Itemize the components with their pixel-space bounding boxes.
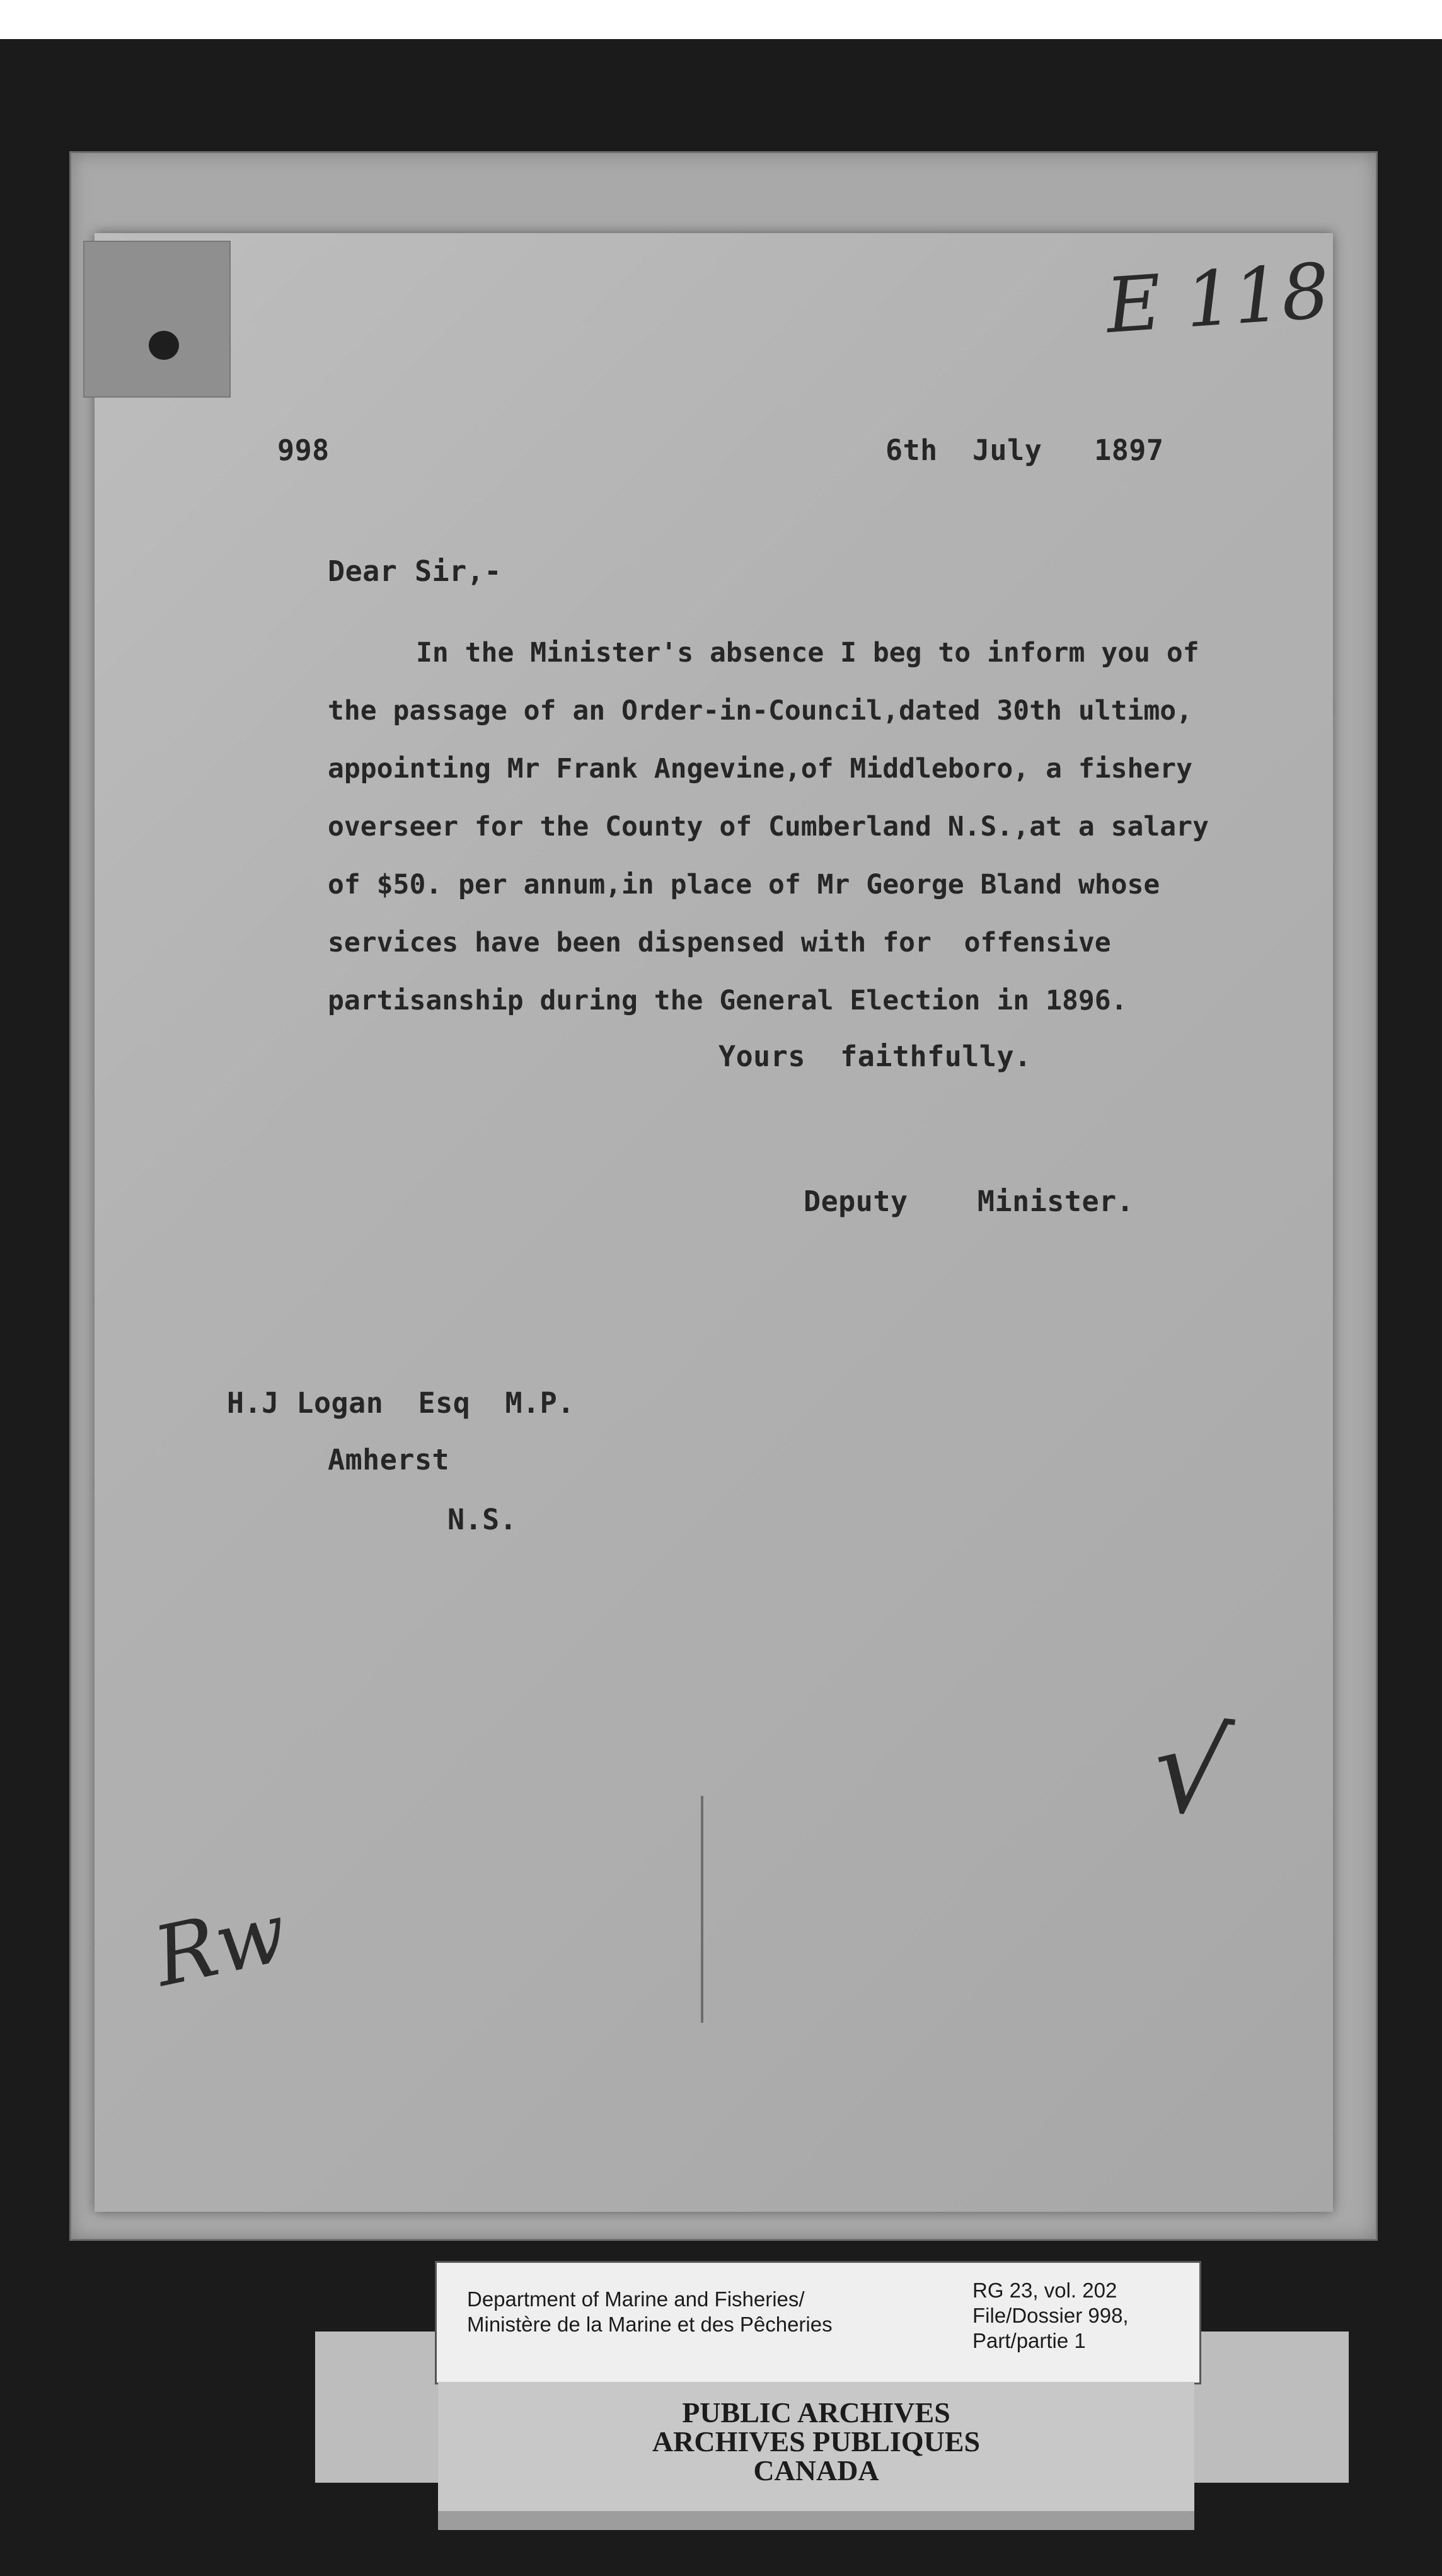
letter-body: [328, 624, 1260, 1030]
body-line: In the Minister's absence I beg to inform you of: [416, 637, 1199, 669]
letter-date: 6th July 1897: [885, 434, 1164, 467]
fold-line: [701, 1796, 703, 2023]
reference-numbers: [972, 2278, 1129, 2354]
archive-stamp: [438, 2398, 1194, 2485]
recipient-city: Amherst: [328, 1443, 450, 1476]
reference-line: Part/partie 1: [972, 2329, 1086, 2352]
archive-reference-card: [435, 2261, 1201, 2384]
salutation: Dear Sir,-: [328, 555, 502, 588]
check-mark: √: [1146, 1698, 1237, 1844]
handwritten-initials: Rw: [146, 1883, 295, 2006]
body-line: appointing Mr Frank Angevine,of Middleboro, a fishery: [328, 753, 1193, 785]
stamp-line: ARCHIVES PUBLIQUES: [652, 2425, 981, 2458]
signature-title: Deputy Minister.: [804, 1185, 1134, 1218]
body-line: partisanship during the General Election in 1896.: [328, 985, 1128, 1016]
body-line: of $50. per annum,in place of Mr George Bland whose: [328, 869, 1160, 900]
archive-stamp-strip: [438, 2382, 1194, 2511]
reference-line: File/Dossier 998,: [972, 2304, 1129, 2327]
corner-annotation: E 118: [1103, 247, 1333, 351]
paper-tab: [83, 241, 231, 398]
recipient-name: H.J Logan Esq M.P.: [227, 1386, 575, 1420]
recipient-province: N.S.: [447, 1503, 517, 1536]
stamp-line: CANADA: [753, 2454, 879, 2487]
body-line: the passage of an Order-in-Council,dated 30th ultimo,: [328, 695, 1193, 727]
closing: Yours faithfully.: [718, 1040, 1032, 1073]
department-line: Ministère de la Marine et des Pêcheries: [467, 2313, 833, 2336]
file-number: 998: [277, 434, 330, 467]
punch-hole: [149, 331, 179, 360]
department-name: [467, 2287, 833, 2337]
reference-line: RG 23, vol. 202: [972, 2279, 1117, 2302]
bottom-strip: [438, 2511, 1194, 2530]
department-line: Department of Marine and Fisheries/: [467, 2287, 805, 2311]
stamp-line: PUBLIC ARCHIVES: [682, 2396, 950, 2429]
body-line: services have been dispensed with for offensive: [328, 927, 1111, 958]
body-line: overseer for the County of Cumberland N.S.,at a salary: [328, 811, 1209, 842]
